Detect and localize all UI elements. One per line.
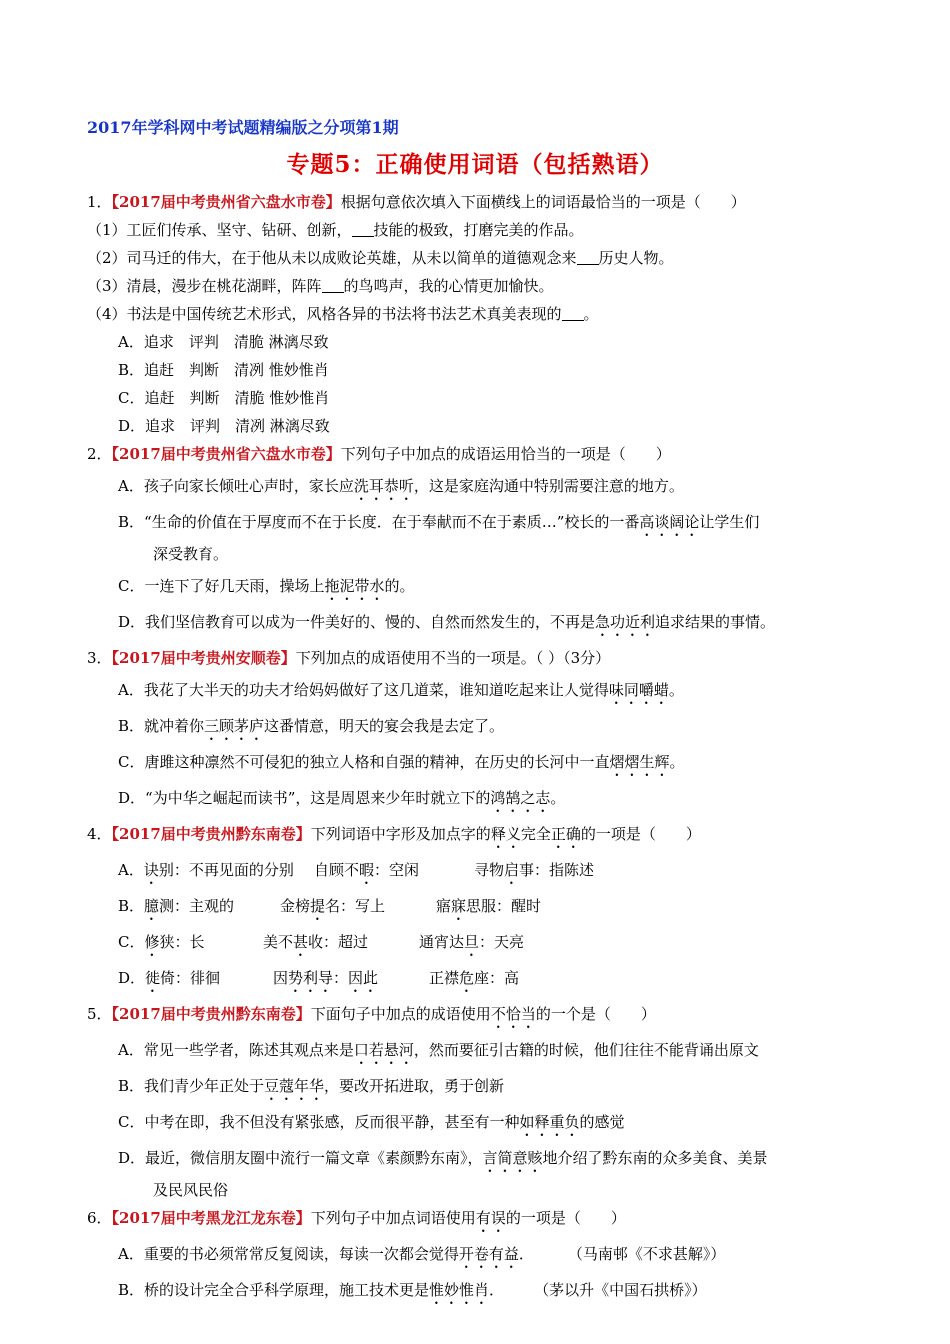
word-entry — [436, 892, 541, 924]
word-text: ：天亮 — [479, 933, 525, 951]
sentence-text: 技能的极致，打磨完美的作品。 — [373, 221, 584, 239]
word-text: 通宵达 — [419, 933, 465, 951]
option-b — [87, 508, 877, 540]
option-text: ，这是家庭沟通中特别需要注意的地方。 — [413, 477, 684, 495]
word-text: 金榜 — [280, 897, 311, 915]
dotted-word: 不恰当 — [490, 1005, 536, 1023]
option-d: D．追求 评判 清冽 淋漓尽致 — [118, 417, 330, 435]
option-text: A．我花了大半天的功夫才给妈妈做好了这几道菜，谁知道吃起来让人觉得 — [118, 681, 609, 699]
dotted-char: 旦 — [464, 933, 480, 951]
dotted-idiom: 味同嚼蜡 — [608, 681, 669, 699]
option-text: D．最近，微信朋友圈中流行一篇文章《素颜黔东南》， — [118, 1149, 483, 1167]
dotted-idiom: 如释重负 — [519, 1113, 580, 1131]
sentence-text: （2）司马迁的伟大，在于他从未以成败论英雄，从未以简单的道德观念来 — [87, 249, 577, 267]
option-text: B．桥的设计完全合乎科学原理，施工技术更是 — [118, 1281, 430, 1299]
question-number: 6． — [87, 1209, 112, 1227]
question-3-stem — [87, 644, 877, 672]
dotted-char: 修 — [144, 933, 160, 951]
dotted-idiom: 言简意赅 — [482, 1149, 543, 1167]
option-text: D．“为中华之崛起而读书”，这是周恩来少年时就立下的 — [118, 789, 491, 807]
option-text: D．我们坚信教育可以成为一件美好的、慢的、自然而然发生的，不再是 — [118, 613, 596, 631]
question-number: 1． — [87, 193, 112, 211]
option-text: 。 — [669, 753, 685, 771]
dotted-idiom: 拖泥带水 — [324, 577, 385, 595]
option-c — [87, 1108, 877, 1140]
page-title: 专题5：正确使用词语（包括熟语） — [286, 151, 664, 178]
word-text: 倚：徘徊 — [160, 969, 221, 987]
option-b — [87, 1276, 877, 1308]
dotted-char: 危 — [459, 969, 475, 987]
question-number: 2． — [87, 445, 112, 463]
option-d-continued: 及民风民俗 — [153, 1181, 229, 1199]
word-entry — [280, 892, 436, 924]
word-entry — [429, 964, 519, 996]
question-text: 下列词语中字形及加点字的 — [310, 825, 491, 843]
option-b: B．追赶 判断 清冽 惟妙惟肖 — [118, 361, 329, 379]
document-header: 2017年学科网中考试题精编版之分项第1期 — [87, 118, 399, 137]
sentence-2 — [87, 244, 877, 272]
sentence-text: （1）工匠们传承、坚守、钻研、创新， — [87, 221, 352, 239]
word-entry — [314, 856, 474, 888]
fill-blank — [352, 222, 374, 237]
fill-blank — [577, 250, 599, 265]
dotted-idiom: 急功近利 — [595, 613, 656, 631]
word-entry — [263, 928, 419, 960]
dotted-char: 甚 — [293, 933, 309, 951]
dotted-idiom: 口若悬河 — [353, 1041, 414, 1059]
word-text: 事：指陈述 — [519, 861, 595, 879]
dotted-idiom: 洗耳恭听 — [353, 477, 414, 495]
dotted-idiom: 惟妙惟肖 — [429, 1281, 490, 1299]
option-b — [87, 1072, 877, 1104]
question-6-stem — [87, 1204, 877, 1236]
option-d — [87, 1144, 877, 1176]
dotted-char: 暇 — [359, 861, 375, 879]
question-text: 的一项是（ ） — [505, 1209, 626, 1227]
dotted-char: 提 — [310, 897, 326, 915]
word-text: ：空闲 — [374, 861, 420, 879]
word-entry — [118, 892, 280, 924]
dotted-idiom: 高谈阔论 — [639, 513, 700, 531]
option-text: 。 — [668, 681, 684, 699]
dotted-word: 释义 — [490, 825, 521, 843]
option-text: 地介绍了黔东南的众多美食、美景 — [542, 1149, 768, 1167]
word-text: 收：超过 — [308, 933, 369, 951]
question-source: 【2017届中考贵州黔东南卷】 — [111, 1005, 311, 1023]
question-source: 【2017届中考贵州安顺卷】 — [111, 649, 296, 667]
option-text: ，然而要征引古籍的时候，他们往往不能背诵出原文 — [413, 1041, 759, 1059]
word-text: 别：不再见面的分别 — [158, 861, 294, 879]
sentence-text: 历史人物。 — [598, 249, 674, 267]
word-text: 寤 — [436, 897, 452, 915]
dotted-char: 徙 — [145, 969, 161, 987]
option-b — [87, 712, 877, 744]
word-entry — [474, 856, 594, 888]
question-text: 的一个是（ ） — [535, 1005, 656, 1023]
option-b — [87, 892, 877, 924]
option-text: 的。 — [384, 577, 415, 595]
question-text: 下列加点的成语使用不当的一项是。（ ）（3分） — [295, 649, 611, 667]
word-entry — [118, 856, 314, 888]
option-text: B．我们青少年正处于 — [118, 1077, 265, 1095]
question-1-stem — [87, 188, 877, 216]
option-c — [87, 928, 877, 960]
dotted-idiom: 熠熠生辉 — [609, 753, 670, 771]
option-text: ，要改开拓进取，勇于创新 — [324, 1077, 505, 1095]
option-c — [87, 572, 877, 604]
option-text: C．唐雎这种凛然不可侵犯的独立人格和自强的精神，在历史的长河中一直 — [118, 753, 610, 771]
question-text: 下面句子中加点的成语使用 — [310, 1005, 491, 1023]
word-text: 寻物 — [474, 861, 505, 879]
question-number: 5． — [87, 1005, 112, 1023]
option-text: 的感觉 — [579, 1113, 625, 1131]
question-text: 下列句子中加点词语使用 — [310, 1209, 476, 1227]
sentence-text: 。 — [583, 305, 599, 323]
question-number: 4． — [87, 825, 112, 843]
dotted-char: 臆 — [144, 897, 160, 915]
word-entry — [118, 964, 273, 996]
word-text: 思服：醒时 — [466, 897, 542, 915]
dotted-char: 诀 — [143, 861, 159, 879]
citation: （马南邨《不求甚解》） — [567, 1245, 726, 1263]
option-text: A．孩子向家长倾吐心声时，家长应 — [118, 477, 354, 495]
sentence-text: （3）清晨，漫步在桃花湖畔，阵阵 — [87, 277, 322, 295]
option-d — [87, 964, 877, 996]
option-label: A． — [118, 861, 144, 879]
word-entry — [273, 964, 429, 996]
sentence-text: 的鸟鸣声，我的心情更加愉快。 — [343, 277, 554, 295]
question-5-stem — [87, 1000, 877, 1032]
fill-blank — [562, 306, 584, 321]
option-b-continued: 深受教育。 — [153, 545, 229, 563]
option-text: B．“生命的价值在于厚度而不在于长度．在于奉献而不在于素质…”校长的一番 — [118, 513, 640, 531]
option-label: C． — [118, 933, 145, 951]
option-text: A．常见一些学者，陈述其观点来是 — [118, 1041, 354, 1059]
word-text: 座：高 — [474, 969, 520, 987]
option-text: B．就冲着你 — [118, 717, 205, 735]
question-source: 【2017届中考黑龙江龙东卷】 — [111, 1209, 311, 1227]
option-a — [87, 1240, 877, 1272]
word-text: 名：写上 — [325, 897, 386, 915]
option-text: ． — [518, 1245, 534, 1263]
option-text: C．中考在即，我不但没有紧张感，反而很平静，甚至有一种 — [118, 1113, 520, 1131]
sentence-4 — [87, 300, 877, 328]
dotted-idiom: 开卷有益 — [458, 1245, 519, 1263]
option-d — [87, 784, 877, 816]
word-text: 因 — [273, 969, 289, 987]
option-text: 这番情意，明天的宴会我是去定了。 — [264, 717, 505, 735]
dotted-idiom: 鸿鹄之志 — [490, 789, 551, 807]
dotted-char: 势利导：因此 — [288, 969, 379, 987]
question-list — [87, 188, 877, 1308]
word-text: 正襟 — [429, 969, 460, 987]
option-text: ． — [489, 1281, 505, 1299]
option-a — [87, 676, 877, 708]
word-text: 自顾不 — [314, 861, 360, 879]
option-c — [87, 748, 877, 780]
word-text: 测：主观的 — [159, 897, 235, 915]
question-4-stem — [87, 820, 877, 852]
option-c: C．追赶 判断 清脆 惟妙惟肖 — [118, 389, 330, 407]
option-a — [87, 1036, 877, 1068]
dotted-char: 启 — [504, 861, 520, 879]
word-text: 狭：长 — [159, 933, 205, 951]
sentence-text: （4）书法是中国传统艺术形式，风格各异的书法将书法艺术真美表现的 — [87, 305, 562, 323]
dotted-char: 寐 — [451, 897, 467, 915]
word-entry — [118, 928, 263, 960]
question-source: 【2017届中考贵州黔东南卷】 — [111, 825, 311, 843]
sentence-1 — [87, 216, 877, 244]
word-entry — [419, 928, 524, 960]
option-text: A．重要的书必须常常反复阅读，每读一次都会觉得 — [118, 1245, 459, 1263]
dotted-word: 正确 — [550, 825, 581, 843]
question-2-stem — [87, 440, 877, 468]
option-text: 。 — [550, 789, 566, 807]
question-number: 3． — [87, 649, 112, 667]
option-label: B． — [118, 897, 145, 915]
option-text: 让学生们 — [699, 513, 760, 531]
citation: （茅以升《中国石拱桥》） — [534, 1281, 707, 1299]
question-source: 【2017届中考贵州省六盘水市卷】 — [111, 193, 341, 211]
option-text: 追求结果的事情。 — [655, 613, 776, 631]
question-text: 下列句子中加点的成语运用恰当的一项是（ ） — [340, 445, 671, 463]
option-label: D． — [118, 969, 146, 987]
word-text: 美不 — [263, 933, 294, 951]
sentence-3 — [87, 272, 877, 300]
option-a — [87, 856, 877, 888]
dotted-idiom: 豆蔻年华 — [264, 1077, 325, 1095]
option-d — [87, 608, 877, 640]
question-text: 的一项是（ ） — [580, 825, 701, 843]
question-source: 【2017届中考贵州省六盘水市卷】 — [111, 445, 341, 463]
fill-blank — [322, 278, 344, 293]
question-text: 根据句意依次填入下面横线上的词语最恰当的一项是（ ） — [340, 193, 746, 211]
dotted-idiom: 三顾茅庐 — [204, 717, 265, 735]
option-text: C．一连下了好几天雨，操场上 — [118, 577, 325, 595]
dotted-word: 有误 — [475, 1209, 506, 1227]
option-a — [87, 472, 877, 504]
option-a: A．追求 评判 清脆 淋漓尽致 — [118, 333, 329, 351]
question-text: 完全 — [520, 825, 551, 843]
